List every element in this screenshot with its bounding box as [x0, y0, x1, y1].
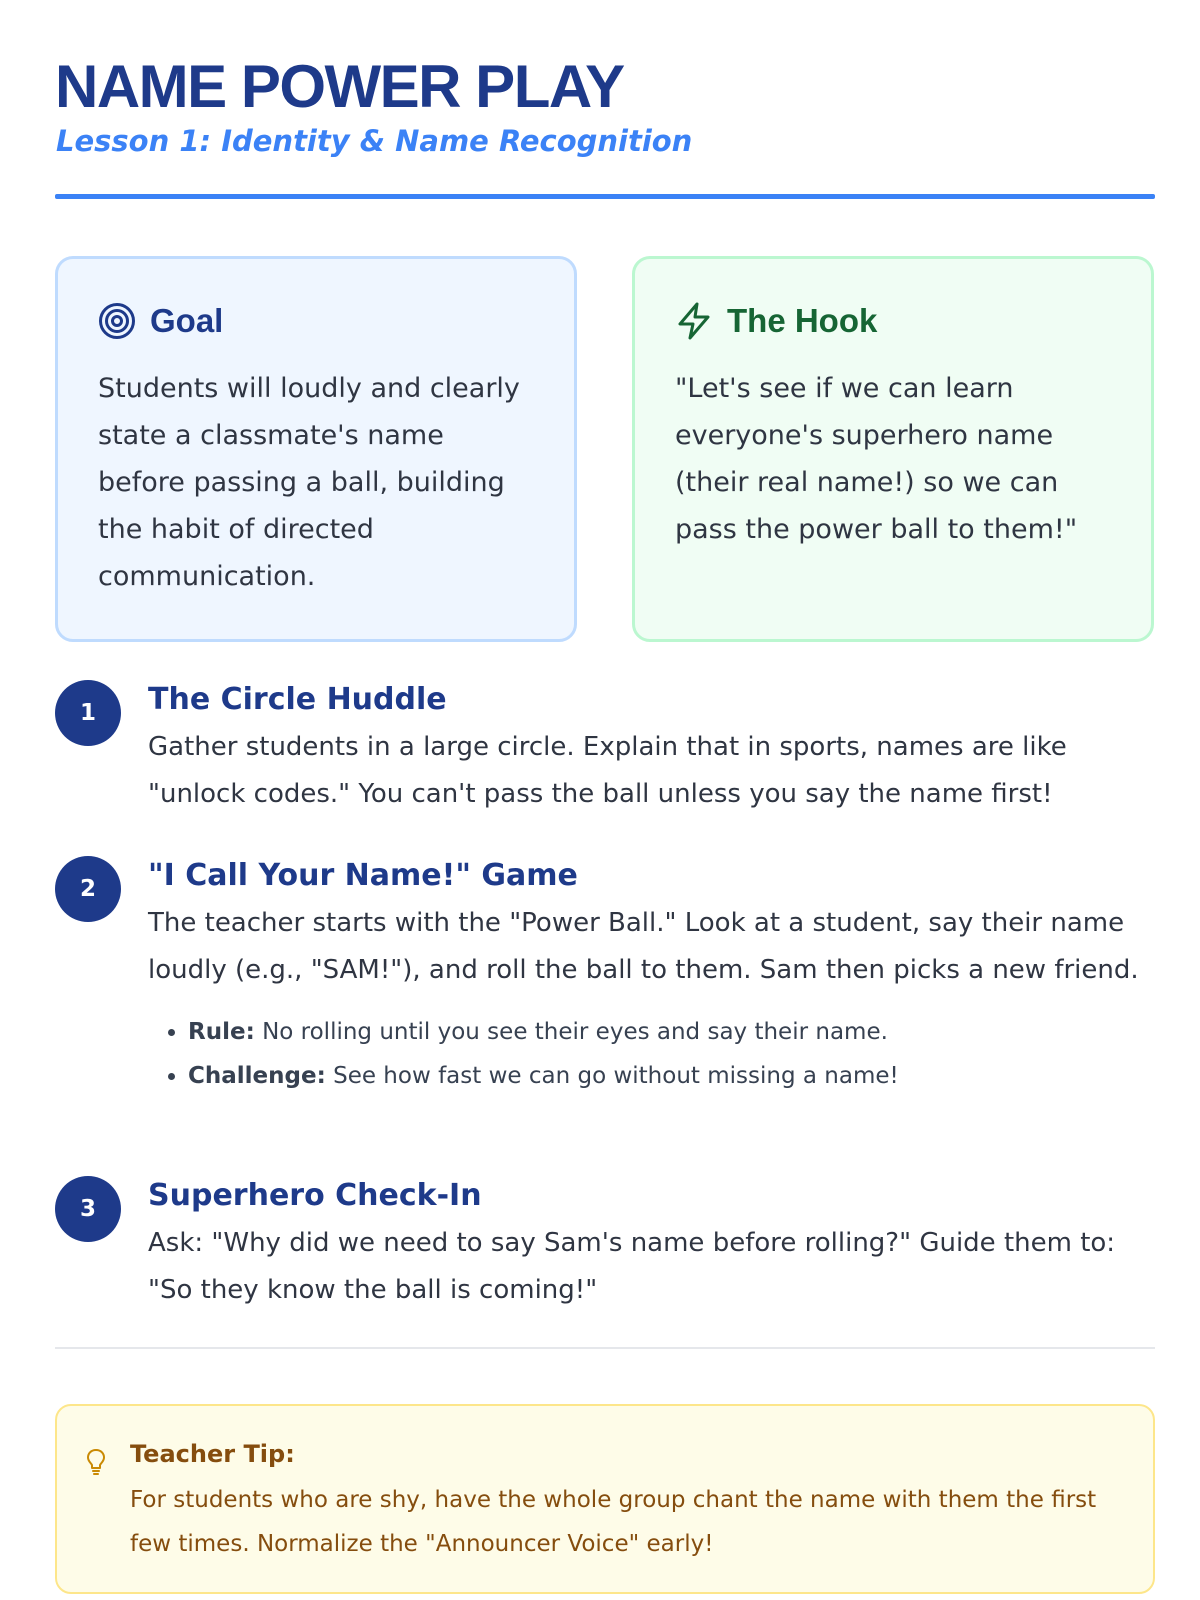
tip-title: Teacher Tip: — [130, 1440, 295, 1468]
step-title: Superhero Check-In — [148, 1178, 482, 1213]
bullet-text: No rolling until you see their eyes and say their name. — [254, 1019, 888, 1045]
hook-title: The Hook — [727, 302, 878, 339]
step-bullets — [148, 1010, 1155, 1098]
page-title: NAME POWER PLAY — [55, 53, 624, 120]
step-3 — [55, 1176, 1155, 1314]
hook-card — [632, 256, 1154, 642]
page-subtitle: Lesson 1: Identity & Name Recognition — [56, 124, 693, 158]
step-1 — [55, 680, 1155, 818]
lightning-icon — [675, 301, 713, 341]
bullet-label: Rule: — [188, 1019, 255, 1045]
step-title: "I Call Your Name!" Game — [148, 858, 578, 893]
target-icon — [98, 302, 136, 340]
header-divider — [55, 194, 1155, 199]
list-item — [188, 1010, 1155, 1054]
step-2 — [55, 856, 1155, 1098]
step-title: The Circle Huddle — [148, 682, 447, 717]
step-number: 2 — [55, 856, 121, 922]
step-text: Gather students in a large circle. Explain that in sports, names are like "unlock codes." You can't pass the ball unless you say the name first! — [148, 732, 1067, 809]
section-divider — [55, 1347, 1155, 1349]
teacher-tip-box — [55, 1404, 1155, 1594]
bullet-text: See how fast we can go without missing a name! — [325, 1063, 899, 1089]
goal-card — [55, 256, 577, 642]
lightbulb-icon — [85, 1448, 107, 1480]
step-number: 3 — [55, 1176, 121, 1242]
goal-title: Goal — [150, 302, 224, 339]
step-number: 1 — [55, 680, 121, 746]
step-text: The teacher starts with the "Power Ball." Look at a student, say their name loudly (e.g., "SAM!"), and roll the ball to them. Sam then picks a new friend. — [148, 908, 1139, 985]
tip-text: For students who are shy, have the whole group chant the name with them the first few times. Normalize the "Announcer Voice" early! — [130, 1487, 1097, 1557]
hook-text: "Let's see if we can learn everyone's superhero name (their real name!) so we can pass the power ball to them!" — [675, 373, 1078, 545]
goal-text: Students will loudly and clearly state a classmate's name before passing a ball, building the habit of directed communication. — [98, 373, 520, 592]
bullet-label: Challenge: — [188, 1063, 326, 1089]
step-text: Ask: "Why did we need to say Sam's name before rolling?" Guide them to: "So they know the ball is coming!" — [148, 1228, 1116, 1305]
list-item — [188, 1054, 1155, 1098]
